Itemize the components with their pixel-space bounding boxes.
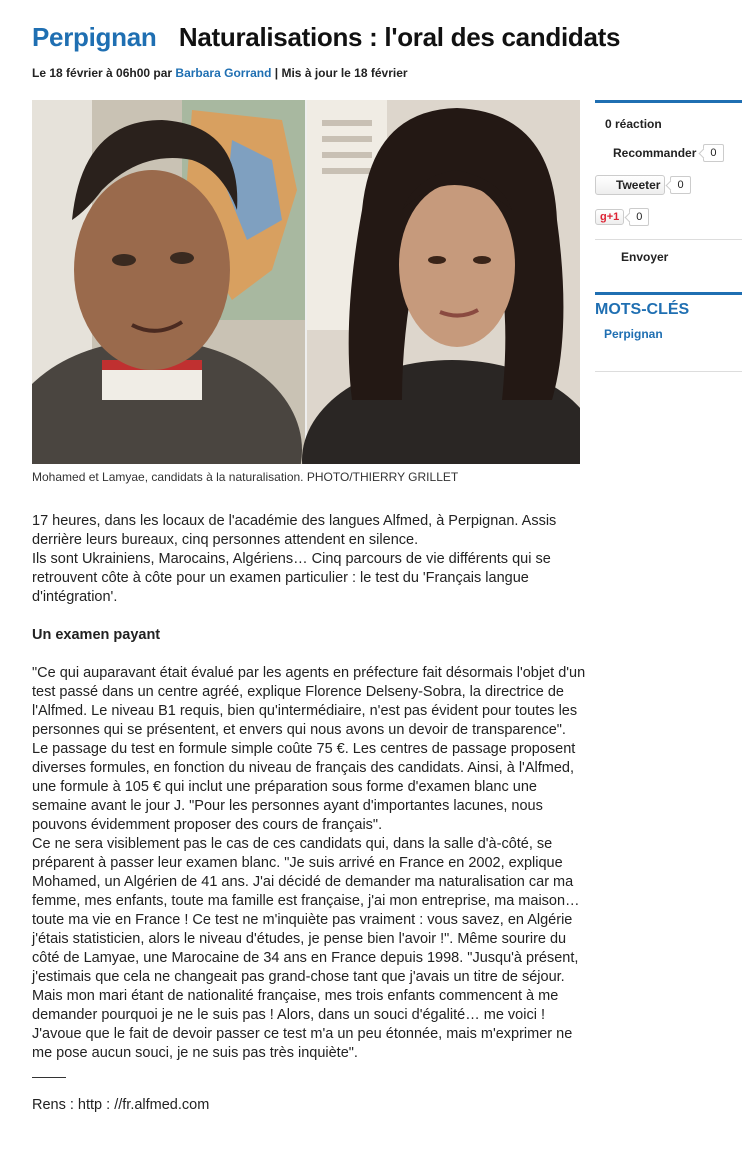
recommend-count: 0 bbox=[703, 144, 723, 162]
tweet-row bbox=[595, 169, 742, 201]
tags-box bbox=[595, 292, 742, 372]
article-meta bbox=[32, 66, 408, 80]
share-box bbox=[595, 100, 742, 272]
author-link[interactable]: Barbara Gorrand bbox=[175, 66, 272, 80]
article-photo bbox=[32, 100, 580, 464]
article-header bbox=[32, 22, 732, 53]
gplus-count: 0 bbox=[629, 208, 649, 226]
page-title: Naturalisations : l'oral des candidats bbox=[178, 22, 621, 52]
tags-title: MOTS-CLÉS bbox=[595, 301, 690, 318]
paragraph: Ils sont Ukrainiens, Marocains, Algériens… Cinq parcours de vie différents qui se retrouvent côte à côte pour un examen particulier : le test du 'Français langue d'intégration'. bbox=[32, 551, 551, 605]
recommend-button[interactable]: Recommander bbox=[613, 146, 697, 160]
gplus-row bbox=[595, 201, 742, 233]
divider bbox=[32, 1077, 66, 1078]
paragraph: "Ce qui auparavant était évalué par les agents en préfecture fait désormais l'objet d'un test passé dans un centre agréé, explique Florence Delseny-Sobra, la directrice de l'Alfmed. Le niveau B1 requis, bien qu'intermédiaire, n'est pas évident pour toutes les personnes qui se présentent, et envers qui nous avons un devoir de transparence". bbox=[32, 665, 586, 738]
publish-date: Le 18 février à 06h00 par bbox=[32, 66, 176, 80]
recommend-row bbox=[595, 137, 742, 169]
divider bbox=[595, 239, 742, 240]
gplus-icon: g bbox=[600, 211, 607, 223]
reaction-count[interactable]: 0 réaction bbox=[605, 117, 662, 131]
subheading: Un examen payant bbox=[32, 627, 161, 643]
article-body bbox=[32, 512, 592, 1115]
section-link[interactable]: Perpignan bbox=[32, 22, 157, 52]
source-link[interactable]: Rens : http : //fr.alfmed.com bbox=[32, 1097, 210, 1113]
gplus-button[interactable]: g+1 bbox=[595, 209, 624, 225]
divider bbox=[595, 371, 742, 372]
photo-caption: Mohamed et Lamyae, candidats à la naturalisation. PHOTO/THIERRY GRILLET bbox=[32, 470, 459, 484]
paragraph: Ce ne sera visiblement pas le cas de ces candidats qui, dans la salle d'à-côté, se préparent à passer leur examen blanc. "Je suis arrivé en France en 2002, explique Mohamed, un Algérien de 41 ans. J'ai décidé de demander ma naturalisation car ma femme, mes enfants, toute ma famille est française, j'ai mon entreprise, ma maison… toute ma vie en France ! Ce test ne m'inquiète pas vraiment : vous savez, en Algérie j'étais statisticien, alors le niveau d'études, je pense bien l'avoir !". Même sourire du côté de Lamyae, une Marocaine de 34 ans en France depuis 1998. "Jusqu'à présent, j'estimais que cela ne changeait pas grand-chose tant que j'avais un titre de séjour. Mais mon mari étant de nationalité française, mes trois enfants commencent à me demander pourquoi je ne le suis pas ! Alors, dans un souci d'égalité… me voici ! J'avoue que le fait de devoir passer ce test m'a un peu étonnée, mais m'exprimer ne me pose aucun souci, je ne suis pas très inquiète". bbox=[32, 836, 580, 1061]
send-button[interactable]: Envoyer bbox=[621, 250, 669, 264]
sidebar bbox=[595, 100, 742, 372]
tweet-count: 0 bbox=[670, 176, 690, 194]
tweet-button[interactable]: Tweeter bbox=[595, 175, 665, 195]
paragraph: 17 heures, dans les locaux de l'académie des langues Alfmed, à Perpignan. Assis derrière leurs bureaux, cinq personnes attendent en silence. bbox=[32, 513, 557, 548]
paragraph: Le passage du test en formule simple coûte 75 €. Les centres de passage proposent diverses formules, en fonction du niveau de français des candidats. Ainsi, à l'Alfmed, une formule à 105 € qui inclut une préparation sous forme d'examen blanc une semaine avant le jour J. "Pour les personnes ayant d'importantes lacunes, nous pouvons évidemment proposer des cours de français". bbox=[32, 741, 576, 833]
tag-link[interactable]: Perpignan bbox=[604, 327, 663, 341]
updated-date: | Mis à jour le 18 février bbox=[271, 66, 408, 80]
